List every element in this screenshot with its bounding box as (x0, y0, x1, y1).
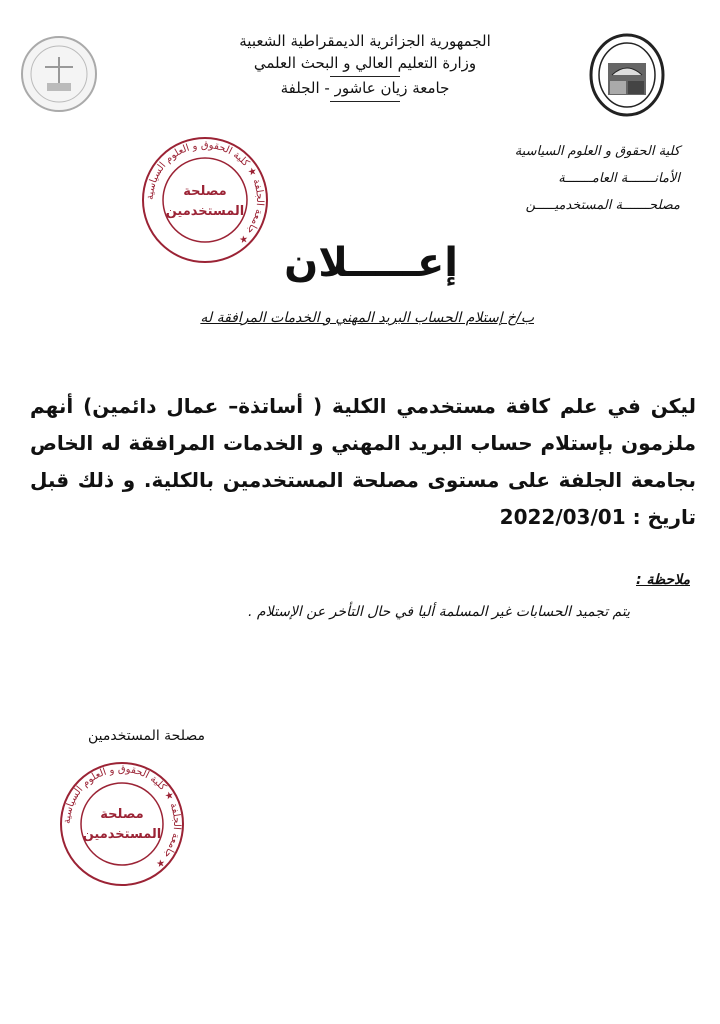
letterhead-republic: الجمهورية الجزائرية الديمقراطية الشعبية (239, 32, 491, 50)
stamp-inner-text: المستخدمين (165, 204, 245, 219)
official-stamp-top (140, 135, 270, 265)
university-logo (588, 33, 666, 117)
general-secretariat: الأمانـــــــة العامـــــــة (558, 171, 680, 186)
divider (330, 101, 400, 102)
page-title (284, 240, 458, 286)
faculty-name: كلية الحقوق و العلوم السياسية (514, 144, 680, 159)
subject-line: ب/خ إستلام الحساب البريد المهني و الخدمات المرافقة له (200, 310, 534, 326)
faculty-logo (20, 35, 98, 113)
letterhead-ministry: وزارة التعليم العالي و البحث العلمي (253, 54, 477, 72)
stamp-inner-text: مصلحة (183, 184, 227, 199)
note-label: ملاحظة : (636, 572, 690, 588)
stamp-outer-text: جامعة الجلفة ★ كلية الحقوق و العلوم السياسية ★ (144, 139, 266, 246)
announcement-body: ليكن في علم كافة مستخدمي الكلية ( أساتذة– عمال دائمين) أنهم ملزمون بإستلام حساب البريد المهني و الخدمات المرافقة له الخاص بجامعة الجلفة على مستوى مصلحة المستخدمين بالكلية. و ذلك قبل تاريخ : 2022/03/01 (30, 394, 696, 529)
official-stamp-bottom (58, 760, 186, 888)
letterhead-university: جامعة زيان عاشور - الجلفة (280, 79, 450, 97)
stamp-inner-text: مصلحة (100, 807, 144, 822)
stamp-inner-text: المستخدمين (82, 827, 162, 842)
stamp-outer-text: جامعة الجلفة ★ كلية الحقوق و العلوم السياسية ★ (61, 763, 183, 870)
title-text: إعـــــلان (284, 240, 458, 286)
letterhead (180, 30, 550, 102)
signature-label: مصلحة المستخدمين (88, 728, 205, 744)
faculty-block (515, 138, 680, 219)
personnel-service: مصلحـــــــة المستخدميـــــن (525, 198, 680, 213)
note-text: يتم تجميد الحسابات غير المسلمة أليا في حال التأخر عن الإستلام . (248, 604, 630, 620)
